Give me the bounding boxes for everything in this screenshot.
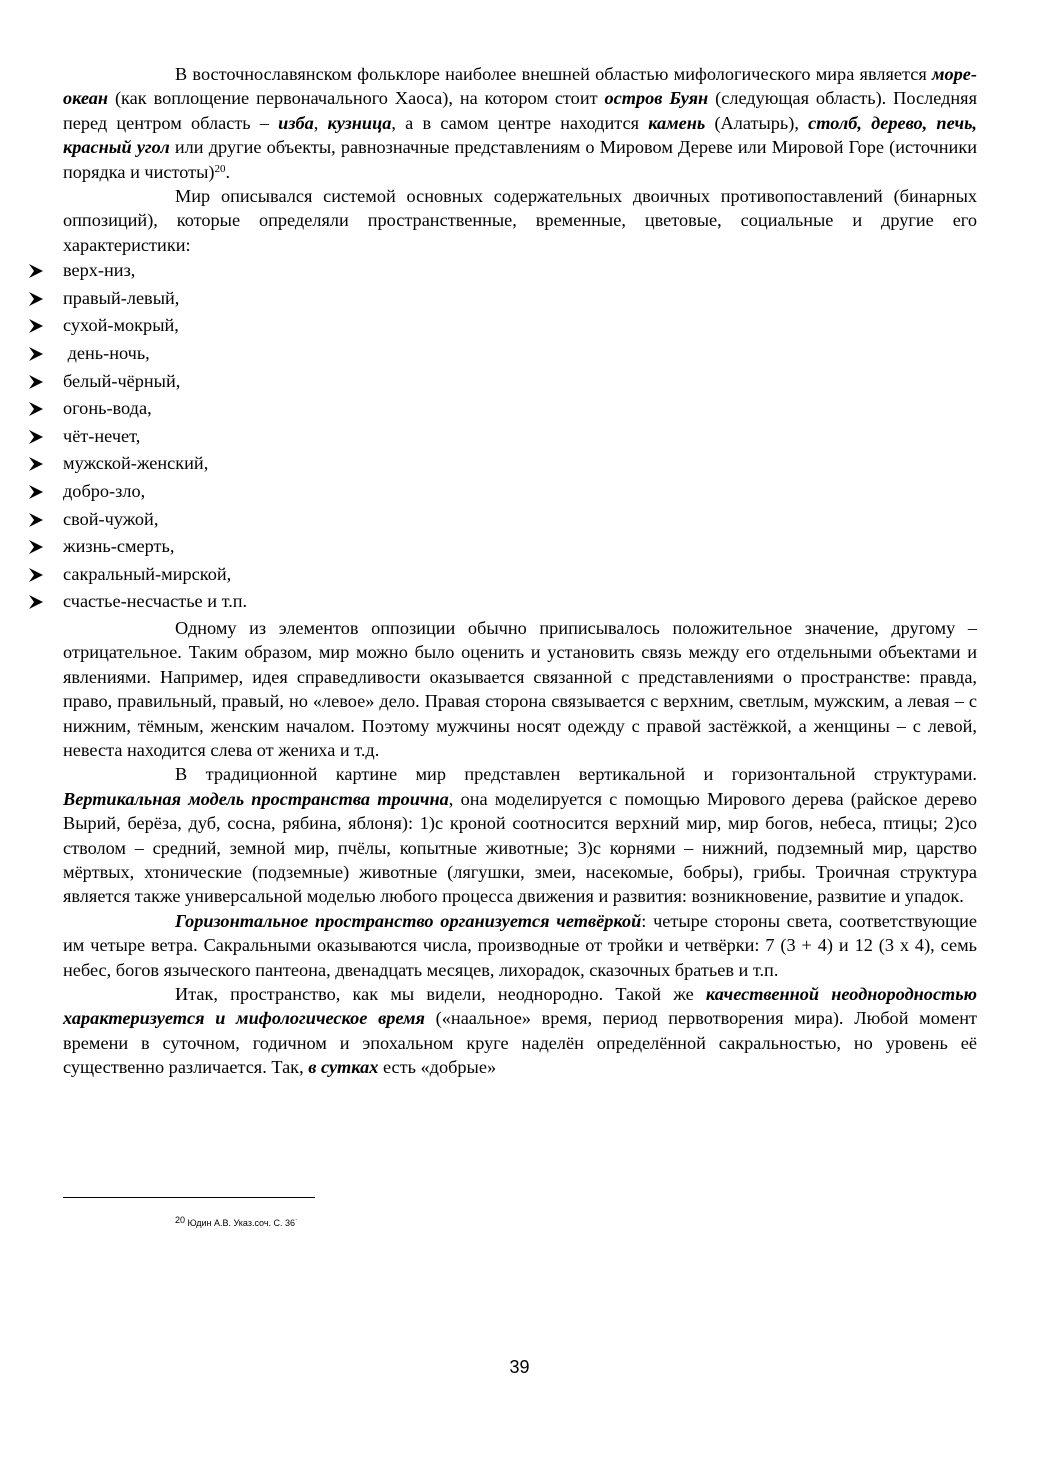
- text: есть «добрые»: [378, 1057, 497, 1078]
- emphasis: остров Буян: [604, 88, 709, 109]
- text: , а в самом центре находится: [391, 112, 649, 133]
- paragraph-4: [63, 762, 977, 908]
- list-item-text: свой-чужой,: [63, 508, 159, 529]
- paragraph-1: [63, 62, 977, 184]
- footnote: [175, 1215, 299, 1228]
- emphasis: Горизонтальное пространство организуется четвёркой: [175, 910, 642, 931]
- list-item: [63, 257, 977, 285]
- text: ,: [313, 112, 328, 133]
- list-item: [63, 368, 977, 396]
- arrow-bullet-icon: [29, 478, 47, 506]
- text: , она моделируется с помощью Мирового дерева (райское дерево Вырий, берёза, дуб, сосна, рябина, яблоня): 1)с кроной соотносится верхний мир, мир богов, небеса, птицы; 2)со стволом – средний, земной мир, пчёлы, копытные животные; 3)с корнями – нижний, подземный мир, царство мёртвых, хтонические (подземные) животные (лягушки, змеи, насекомые, бобры), грибы. Троичная структура является также универсальной моделью любого процесса движения и развития: возникновение, развитие и упадок.: [63, 788, 978, 907]
- arrow-bullet-icon: [29, 340, 47, 368]
- list-item-text: сакральный-мирской,: [63, 563, 232, 584]
- emphasis: кузница: [327, 112, 392, 133]
- list-item-text: день-ночь,: [63, 343, 150, 364]
- emphasis: изба: [278, 112, 314, 133]
- text: .: [225, 161, 231, 182]
- page-number: 39: [509, 1357, 530, 1377]
- arrow-bullet-icon: [29, 533, 47, 561]
- opposition-list: [63, 257, 977, 616]
- text: (как воплощение первоначального Хаоса), на котором стоит: [108, 88, 605, 109]
- list-item: [63, 533, 977, 561]
- text: : четыре стороны света, соответствующие им четыре ветра. Сакральными оказываются числа, производные от тройки и четвёрки: 7 (3 + 4) и 12 (3 х 4), семь небес, богов языческого пантеона, двенадцать месяцев, лихорадок, сказочных братьев и т.п.: [63, 910, 977, 980]
- page-body: [63, 62, 977, 1080]
- arrow-bullet-icon: [29, 506, 47, 534]
- footnote-number: 20: [175, 1215, 186, 1225]
- list-item: [63, 285, 977, 313]
- list-item-text: счастье-несчастье и т.п.: [63, 591, 248, 612]
- emphasis: море-океан: [63, 64, 977, 109]
- list-item: [63, 395, 977, 423]
- text: В восточнославянском фольклоре наиболее внешней областью мифологического мира является: [175, 64, 932, 84]
- paragraph-3: Одному из элементов оппозиции обычно приписывалось положительное значение, другому – отрицательное. Таким образом, мир можно было оценить и установить связь между его отдельными объектами и явлениями. Например, идея справедливости оказывается связанной с представлениями о пространстве: правда, право, правильный, правый, но «левое» дело. Правая сторона связывается с верхним, светлым, мужским, а левая – с нижним, тёмным, женским началом. Поэтому мужчины носят одежду с правой застёжкой, а женщины – с левой, невеста находится слева от жениха и т.д.: [63, 617, 977, 760]
- list-item: [63, 340, 977, 368]
- emphasis: столб, дерево, печь, красный угол: [63, 112, 977, 158]
- footnote-separator: [63, 1197, 315, 1198]
- list-item: [63, 561, 977, 589]
- text: («наальное» время, период первотворения мира). Любой момент времени в суточном, годичном и эпохальном круге наделён определённой сакральностью, но уровень её существенно различается. Так,: [63, 1008, 977, 1078]
- arrow-bullet-icon: [29, 588, 47, 616]
- footnote-ref[interactable]: 20: [214, 162, 226, 175]
- arrow-bullet-icon: [29, 285, 47, 313]
- list-item: [63, 312, 977, 340]
- text: или другие объекты, равнозначные представлениям о Мировом Дереве или Мировой Горе (источники порядка и чистоты): [63, 137, 977, 182]
- list-item-text: мужской-женский,: [63, 453, 209, 474]
- emphasis: Вертикальная модель пространства троична: [63, 788, 449, 809]
- paragraph-5: [63, 909, 977, 982]
- list-item: [63, 506, 977, 534]
- list-item: [63, 423, 977, 451]
- arrow-bullet-icon: [29, 312, 47, 340]
- list-item: [63, 450, 977, 478]
- arrow-bullet-icon: [29, 395, 47, 423]
- footnote-text: Юдин А.В. Указ.соч. С. 36˙: [185, 1218, 299, 1228]
- list-item-text: жизнь-смерть,: [63, 536, 175, 557]
- list-item-text: добро-зло,: [63, 481, 146, 501]
- emphasis: камень: [648, 112, 706, 133]
- list-item-text: огонь-вода,: [63, 398, 152, 419]
- text: (следующая область). Последняя перед центром область –: [63, 88, 977, 133]
- paragraph-2: Мир описывался системой основных содержательных двоичных противопоставлений (бинарных оппозиций), которые определяли пространственные, временные, цветовые, социальные и другие его характеристики:: [63, 186, 977, 255]
- list-item-text: верх-низ,: [63, 260, 136, 281]
- arrow-bullet-icon: [29, 423, 47, 451]
- arrow-bullet-icon: [29, 368, 47, 396]
- text: (Алатырь),: [705, 112, 809, 133]
- text: Итак, пространство, как мы видели, неоднородно. Такой же: [175, 984, 706, 1005]
- emphasis: в сутках: [308, 1057, 379, 1078]
- arrow-bullet-icon: [29, 561, 47, 589]
- list-item-text: белый-чёрный,: [63, 370, 181, 391]
- list-item: [63, 588, 977, 616]
- list-item: [63, 478, 977, 506]
- emphasis: качественной неоднородностью характеризуется и мифологическое время: [63, 984, 977, 1029]
- list-item-text: сухой-мокрый,: [63, 315, 179, 336]
- list-item-text: правый-левый,: [63, 287, 180, 308]
- list-item-text: чёт-нечет,: [63, 425, 141, 446]
- paragraph-6: [63, 982, 977, 1080]
- arrow-bullet-icon: [29, 450, 47, 478]
- text: В традиционной картине мир представлен вертикальной и горизонтальной структурами.: [175, 764, 977, 785]
- arrow-bullet-icon: [29, 257, 47, 285]
